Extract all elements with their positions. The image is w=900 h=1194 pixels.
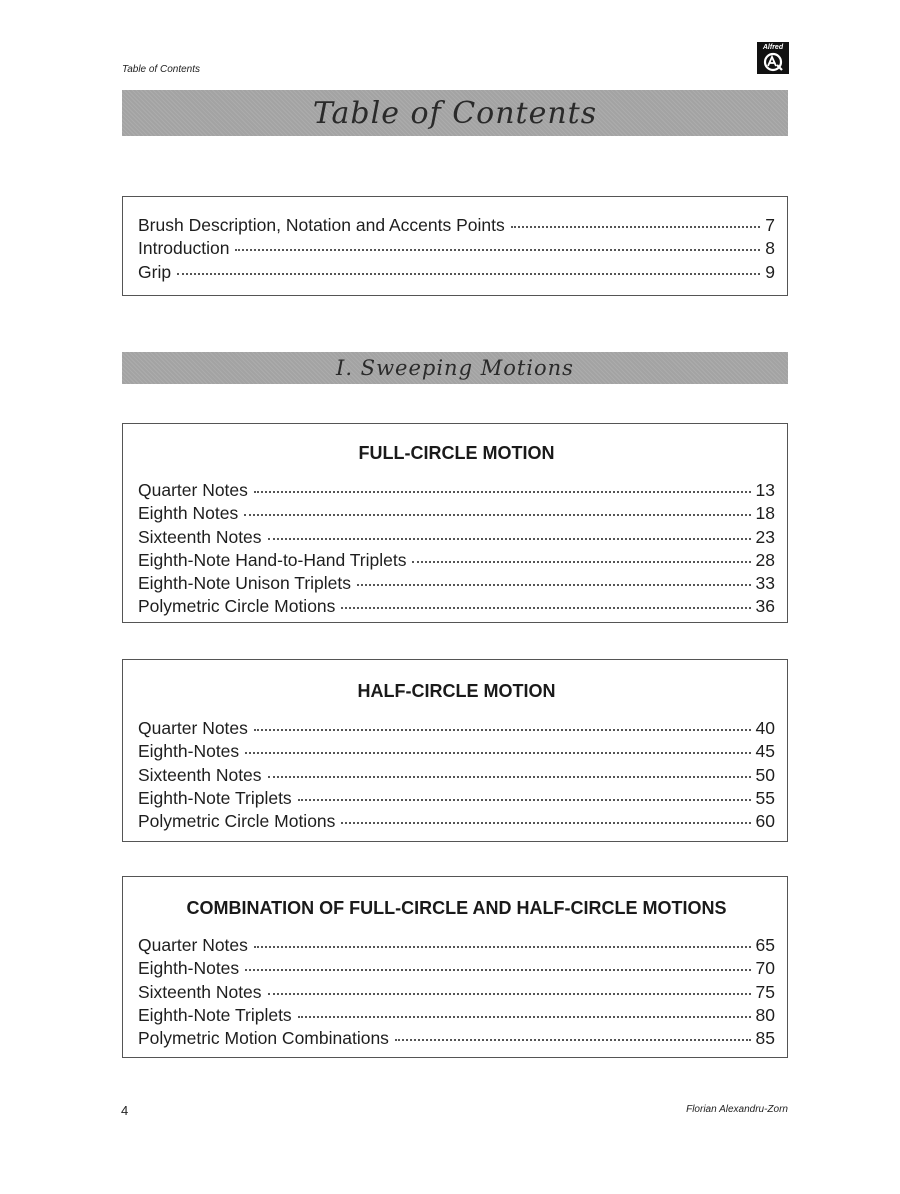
toc-entry-page: 75 bbox=[755, 981, 775, 1002]
dot-leader bbox=[254, 725, 751, 731]
toc-entry-page: 33 bbox=[755, 573, 775, 594]
toc-entry bbox=[138, 479, 775, 502]
toc-entry bbox=[138, 810, 775, 833]
toc-entry bbox=[138, 740, 775, 763]
toc-entry-title: Grip bbox=[138, 261, 172, 282]
toc-entry bbox=[138, 934, 775, 957]
logo-wordmark: Alfred bbox=[762, 44, 784, 51]
page-number: 4 bbox=[121, 1103, 129, 1118]
combination-entry-list bbox=[138, 934, 775, 1050]
toc-entry-page: 7 bbox=[765, 215, 775, 235]
toc-entry bbox=[138, 1027, 775, 1050]
dot-leader bbox=[244, 510, 750, 516]
toc-entry bbox=[138, 526, 775, 549]
section-title: I. Sweeping Motions bbox=[336, 356, 574, 380]
toc-entry-title: Eighth-Notes bbox=[138, 741, 240, 762]
full-circle-entry-list bbox=[138, 479, 775, 619]
toc-entry-page: 13 bbox=[755, 480, 775, 500]
dot-leader bbox=[268, 989, 751, 995]
toc-entry bbox=[138, 957, 775, 980]
toc-entry-title: Quarter Notes bbox=[138, 935, 248, 955]
dot-leader bbox=[357, 580, 751, 586]
toc-entry bbox=[138, 549, 775, 572]
toc-entry bbox=[138, 787, 775, 810]
toc-entry-page: 60 bbox=[755, 811, 775, 832]
toc-entry-page: 50 bbox=[755, 764, 775, 785]
toc-entry-title: Introduction bbox=[138, 238, 230, 259]
dot-leader bbox=[511, 222, 760, 228]
toc-entry-title: Quarter Notes bbox=[138, 480, 248, 500]
toc-entry bbox=[138, 981, 775, 1004]
toc-entry-title: Polymetric Circle Motions bbox=[138, 811, 336, 832]
toc-entry-page: 80 bbox=[755, 1004, 775, 1025]
toc-entry bbox=[138, 261, 775, 284]
dot-leader bbox=[341, 818, 750, 824]
author-name: Florian Alexandru-Zorn bbox=[686, 1104, 788, 1115]
toc-entry bbox=[138, 1004, 775, 1027]
main-title: Table of Contents bbox=[312, 95, 598, 131]
running-header: Table of Contents bbox=[122, 64, 201, 75]
alfred-logo-icon bbox=[761, 52, 785, 72]
dot-leader bbox=[254, 942, 751, 948]
toc-entry-page: 18 bbox=[755, 503, 775, 524]
full-circle-heading: FULL-CIRCLE MOTION bbox=[358, 443, 555, 463]
dot-leader bbox=[177, 269, 760, 275]
toc-entry-title: Eighth-Note Unison Triplets bbox=[138, 573, 352, 594]
half-circle-box bbox=[122, 659, 788, 842]
toc-entry-page: 28 bbox=[755, 549, 775, 570]
toc-entry-title: Eighth-Notes bbox=[138, 958, 240, 979]
toc-entry bbox=[138, 214, 775, 237]
full-circle-box bbox=[122, 423, 788, 623]
toc-entry-page: 45 bbox=[755, 741, 775, 762]
toc-entry-title: Eighth Notes bbox=[138, 503, 239, 524]
dot-leader bbox=[245, 965, 750, 971]
toc-entry-title: Polymetric Motion Combinations bbox=[138, 1028, 389, 1049]
toc-entry-page: 65 bbox=[755, 935, 775, 955]
toc-entry-title: Eighth-Note Hand-to-Hand Triplets bbox=[138, 549, 407, 570]
toc-entry bbox=[138, 237, 775, 260]
dot-leader bbox=[412, 557, 750, 563]
toc-entry bbox=[138, 502, 775, 525]
toc-entry-title: Sixteenth Notes bbox=[138, 526, 262, 547]
publisher-logo bbox=[757, 42, 789, 74]
dot-leader bbox=[254, 487, 751, 493]
toc-entry-title: Eighth-Note Triplets bbox=[138, 1004, 292, 1025]
toc-entry-title: Sixteenth Notes bbox=[138, 764, 262, 785]
toc-entry-page: 23 bbox=[755, 526, 775, 547]
dot-leader bbox=[298, 795, 751, 801]
dot-leader bbox=[268, 534, 751, 540]
toc-entry bbox=[138, 572, 775, 595]
toc-entry bbox=[138, 595, 775, 618]
toc-entry-page: 40 bbox=[755, 718, 775, 738]
toc-entry-page: 9 bbox=[765, 261, 775, 282]
dot-leader bbox=[298, 1012, 751, 1018]
dot-leader bbox=[395, 1035, 751, 1041]
main-title-banner bbox=[122, 90, 788, 136]
toc-entry bbox=[138, 717, 775, 740]
dot-leader bbox=[235, 245, 760, 251]
half-circle-entry-list bbox=[138, 717, 775, 833]
toc-entry-title: Quarter Notes bbox=[138, 718, 248, 738]
toc-entry-title: Brush Description, Notation and Accents Points bbox=[138, 215, 505, 235]
toc-entry-page: 8 bbox=[765, 238, 775, 259]
section-banner bbox=[122, 352, 788, 384]
dot-leader bbox=[268, 772, 751, 778]
toc-entry-page: 85 bbox=[755, 1028, 775, 1049]
half-circle-heading: HALF-CIRCLE MOTION bbox=[357, 681, 556, 701]
combination-box bbox=[122, 876, 788, 1058]
toc-entry-title: Sixteenth Notes bbox=[138, 981, 262, 1002]
combination-heading: COMBINATION OF FULL-CIRCLE AND HALF-CIRCLE MOTIONS bbox=[186, 898, 727, 918]
intro-toc-box bbox=[122, 196, 788, 296]
intro-entry-list bbox=[138, 214, 775, 284]
toc-entry-title: Eighth-Note Triplets bbox=[138, 787, 292, 808]
toc-entry-page: 55 bbox=[755, 787, 775, 808]
dot-leader bbox=[341, 603, 750, 609]
toc-entry-page: 36 bbox=[755, 596, 775, 617]
toc-entry-page: 70 bbox=[755, 958, 775, 979]
toc-entry bbox=[138, 764, 775, 787]
toc-entry-title: Polymetric Circle Motions bbox=[138, 596, 336, 617]
dot-leader bbox=[245, 748, 750, 754]
